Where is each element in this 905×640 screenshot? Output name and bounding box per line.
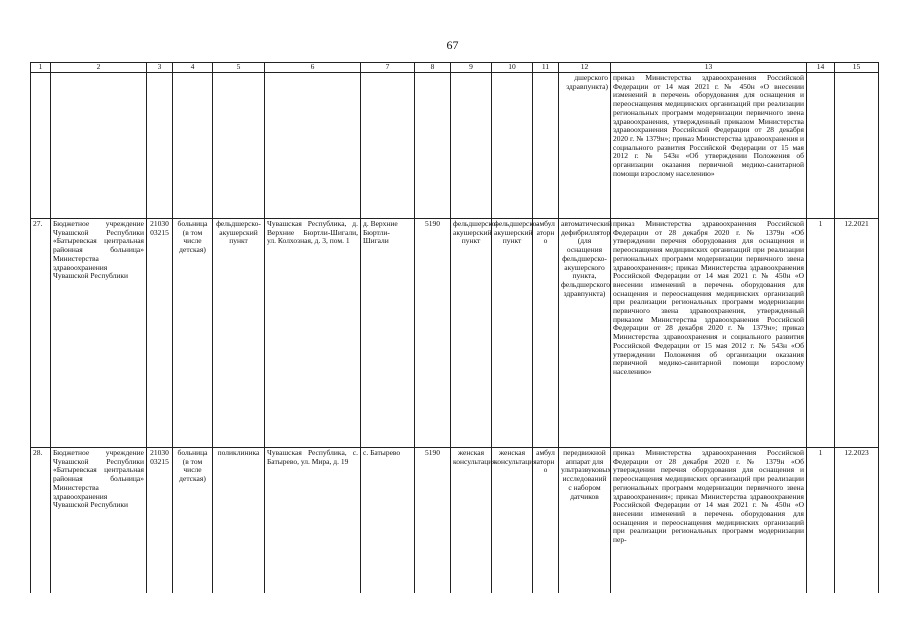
org-code: 2103003215 — [147, 448, 173, 593]
row-number: 28. — [31, 448, 51, 593]
row-number: 27. — [31, 219, 51, 448]
equipment: автоматический дефибриллятор (для оснащения фельдшерско-акушерского пункта, фельдшерского здравпункта) — [559, 219, 611, 448]
cont-cell — [451, 73, 492, 219]
cont-cell — [361, 73, 415, 219]
column-header: 4 — [173, 63, 213, 73]
org-code: 2103003215 — [147, 219, 173, 448]
column-header: 8 — [415, 63, 451, 73]
due-date: 12.2023 — [835, 448, 879, 593]
population: 5190 — [415, 219, 451, 448]
cont-cell — [213, 73, 265, 219]
cont-cell — [173, 73, 213, 219]
cont-cell — [265, 73, 361, 219]
unit-to: женская консультация — [492, 448, 533, 593]
locality: с. Батырево — [361, 448, 415, 593]
page-number: 67 — [446, 38, 459, 52]
column-header: 13 — [611, 63, 807, 73]
column-header: 3 — [147, 63, 173, 73]
care-form: амбулаторно — [533, 219, 559, 448]
address: Чувашская Республика, д. Верхние Бюртли-Шигали, ул. Колхозная, д. 3, пом. 1 — [265, 219, 361, 448]
cont-cell — [147, 73, 173, 219]
cont-equipment: дшерского здравпункта) — [559, 73, 611, 219]
column-header: 14 — [807, 63, 835, 73]
column-header: 11 — [533, 63, 559, 73]
cont-cell — [492, 73, 533, 219]
legal-basis: приказ Министерства здравоохранения Российской Федерации от 28 декабря 2020 г. № 1379н «Об утверждении перечня оборудования для оснащения и переоснащения медицинских организаций при реализации региональных программ модернизации первичного звена здравоохранения»; приказ Министерства здравоохранения Российской Федерации от 14 мая 2021 г. № 450н «О внесении изменений в перечень оборудования для оснащения и переоснащения медицинских организаций при реализации региональных программ модернизации первичного звена здравоохранения, утвержденный приказом Министерства здравоохранения Российской Федерации от 28 декабря 2020 г. № 1379н»; приказ Министерства здравоохранения и социального развития Российской Федерации от 15 мая 2012 г. № 543н «Об утверждении Положения об организации оказания первичной медико-санитарной помощи взрослому населению» — [611, 219, 807, 448]
quantity: 1 — [807, 448, 835, 593]
cont-cell — [51, 73, 147, 219]
care-form: амбулаторно — [533, 448, 559, 593]
cont-cell — [415, 73, 451, 219]
equipment-table — [30, 62, 879, 593]
unit-to: фельдшерско-акушерский пункт — [492, 219, 533, 448]
population: 5190 — [415, 448, 451, 593]
unit-from: женская консультация — [451, 448, 492, 593]
column-header: 2 — [51, 63, 147, 73]
cont-cell — [807, 73, 835, 219]
equipment: передвижной аппарат для ультразвуковых исследований с набором датчиков — [559, 448, 611, 593]
legal-basis: приказ Министерства здравоохранения Российской Федерации от 28 декабря 2020 г. № 1379н «Об утверждении перечня оборудования для оснащения и переоснащения медицинских организаций при реализации региональных программ модернизации первичного звена здравоохранения»; приказ Министерства здравоохранения Российской Федерации от 14 мая 2021 г. № 450н «О внесении изменений в перечень оборудования для оснащения и переоснащения медицинских организаций при реализации региональных программ модернизации пер- — [611, 448, 807, 593]
unit-from: фельдшерско-акушерский пункт — [451, 219, 492, 448]
cont-basis: приказ Министерства здравоохранения Российской Федерации от 14 мая 2021 г. № 450н «О внесении изменений в перечень оборудования для оснащения и переоснащения медицинских организаций при реализации региональных программ модернизации первичного звена здравоохранения, утвержденный приказом Министерства здравоохранения Российской Федерации от 28 декабря 2020 г. № 1379н»; приказ Министерства здравоохранения и социального развития Российской Федерации от 15 мая 2012 г. № 543н «Об утверждении Положения об организации оказания первичной медико-санитарной помощи взрослому населению» — [611, 73, 807, 219]
subdivision: фельдшерско-акушерский пункт — [213, 219, 265, 448]
column-header: 5 — [213, 63, 265, 73]
org-type: больница (в том числе детская) — [173, 219, 213, 448]
column-header: 15 — [835, 63, 879, 73]
cont-cell — [835, 73, 879, 219]
column-header: 9 — [451, 63, 492, 73]
column-header: 7 — [361, 63, 415, 73]
due-date: 12.2021 — [835, 219, 879, 448]
cont-cell — [533, 73, 559, 219]
column-header: 10 — [492, 63, 533, 73]
organization-name: Бюджетное учреждение Чувашской Республики «Батыревская центральная районная больница» Министерства здравоохранения Чувашской Республики — [51, 448, 147, 593]
column-header: 12 — [559, 63, 611, 73]
column-header: 1 — [31, 63, 51, 73]
organization-name: Бюджетное учреждение Чувашской Республики «Батыревская центральная районная больница» Министерства здравоохранения Чувашской Республики — [51, 219, 147, 448]
address: Чувашская Республика, с. Батырево, ул. Мира, д. 19 — [265, 448, 361, 593]
column-header: 6 — [265, 63, 361, 73]
cont-cell — [31, 73, 51, 219]
org-type: больница (в том числе детская) — [173, 448, 213, 593]
quantity: 1 — [807, 219, 835, 448]
locality: д. Верхние Бюртли-Шигали — [361, 219, 415, 448]
subdivision: поликлиника — [213, 448, 265, 593]
